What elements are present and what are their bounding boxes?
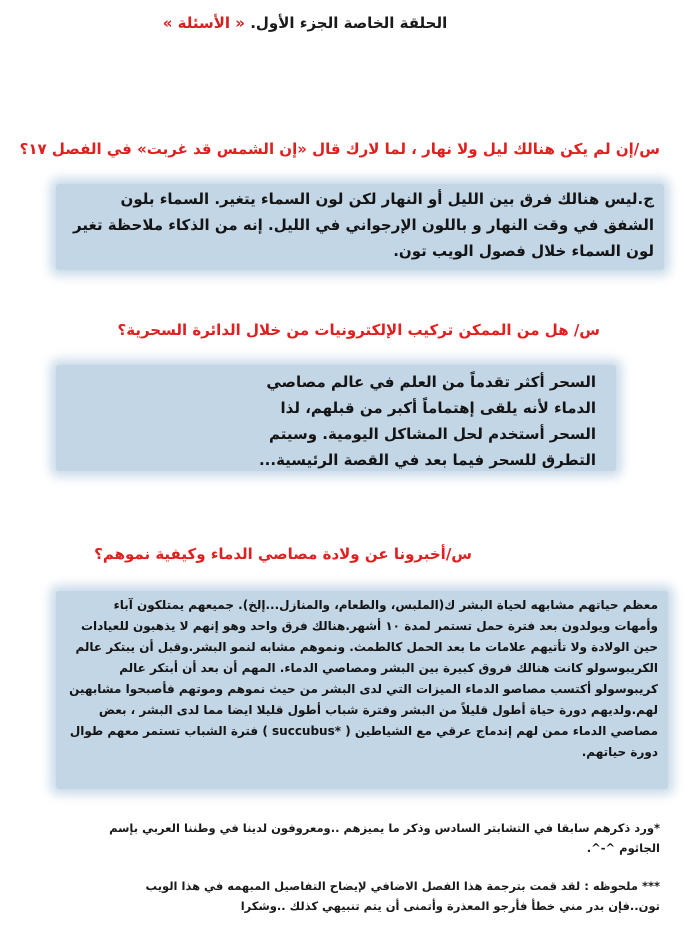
answer-3: معظم حياتهم مشابهه لحياة البشر ك(الملبس، والطعام، والمنازل...إلخ). جميعهم يمتلكون آباء وأمهات ويولدون بعد فترة حمل تستمر لمدة ١٠ أشهر.هنالك فرق واحد وهو إنهم لا يذهبون للعيادات حين الولادة ولا تأتيهم علامات ما بعد الحمل كالطمث. ونموهم مشابه لنمو البشر.وقبل أن يبتكر عالم الكريبوسولو كانت هنالك فروق كبيرة بين البشر ومصاصي الدماء. المهم أن بعد أن أبتكر عالم كريبوسولو أكتسب مصاصو الدماء الميزات التي لدى البشر من حيث نموهم وموتهم فأصبحوا مشابهين لهم.ولديهم دورة حياة أطول قليلاً من البشر وفترة شباب أطول قليلا ايضا مما لدى البشر ، بعض مصاصي الدماء ممن لهم إندماج عرقي مع الشياطين ( *succubus ) فترة الشباب تستمر معهم طوال دورة حياتهم. [69,598,658,759]
answer-1: ج.ليس هنالك فرق بين الليل أو النهار لكن لون السماء يتغير. السماء بلون الشفق في وقت النهار و باللون الإرجواني في الليل. إنه من الذكاء ملاحظة تغير لون السماء خلال فصول الويب تون. [73,190,654,260]
answer-box-1 [56,184,664,270]
footnote-2: *** ملحوظه : لقد قمت بترجمة هذا الفصل الاضافي لإيضاح التفاصيل المبهمه في هذا الويب تون..فإن بدر مني خطأ فأرجو المعذرة وأتمنى أن يتم تنبيهي كذلك ..وشكرا [145,879,660,913]
question-1: س/إن لم يكن هنالك ليل ولا نهار ، لما لارك قال «إن الشمس قد غربت» في الفصل ١٧؟ [19,140,660,158]
answer-box-2 [56,365,616,471]
footnote-1: *ورد ذكرهم سابقا في التشابتر السادس وذكر ما يميزهم ..ومعروفون لدينا في وطننا العربي بإسم الجاثوم ^-^. [109,821,660,855]
question-3: س/أخبرونا عن ولادة مصاصي الدماء وكيفية نموهم؟ [94,545,472,563]
answer-2: السحر أكثر تقدماً من العلم في عالم مصاصي الدماء لأنه يلقى إهتماماً أكبر من قبلهم، لذا السحر أستخدم لحل المشاكل اليومية. وسيتم التطرق للسحر فيما بعد في القصة الرئيسية... [258,373,596,469]
page-title [150,14,460,32]
title-highlight: « الأسئلة » [162,14,245,32]
answer-box-3 [56,591,668,789]
question-2: س/ هل من الممكن تركيب الإلكترونيات من خلال الدائرة السحرية؟ [117,321,600,339]
title-prefix: الحلقة الخاصة الجزء الأول. [250,14,448,32]
